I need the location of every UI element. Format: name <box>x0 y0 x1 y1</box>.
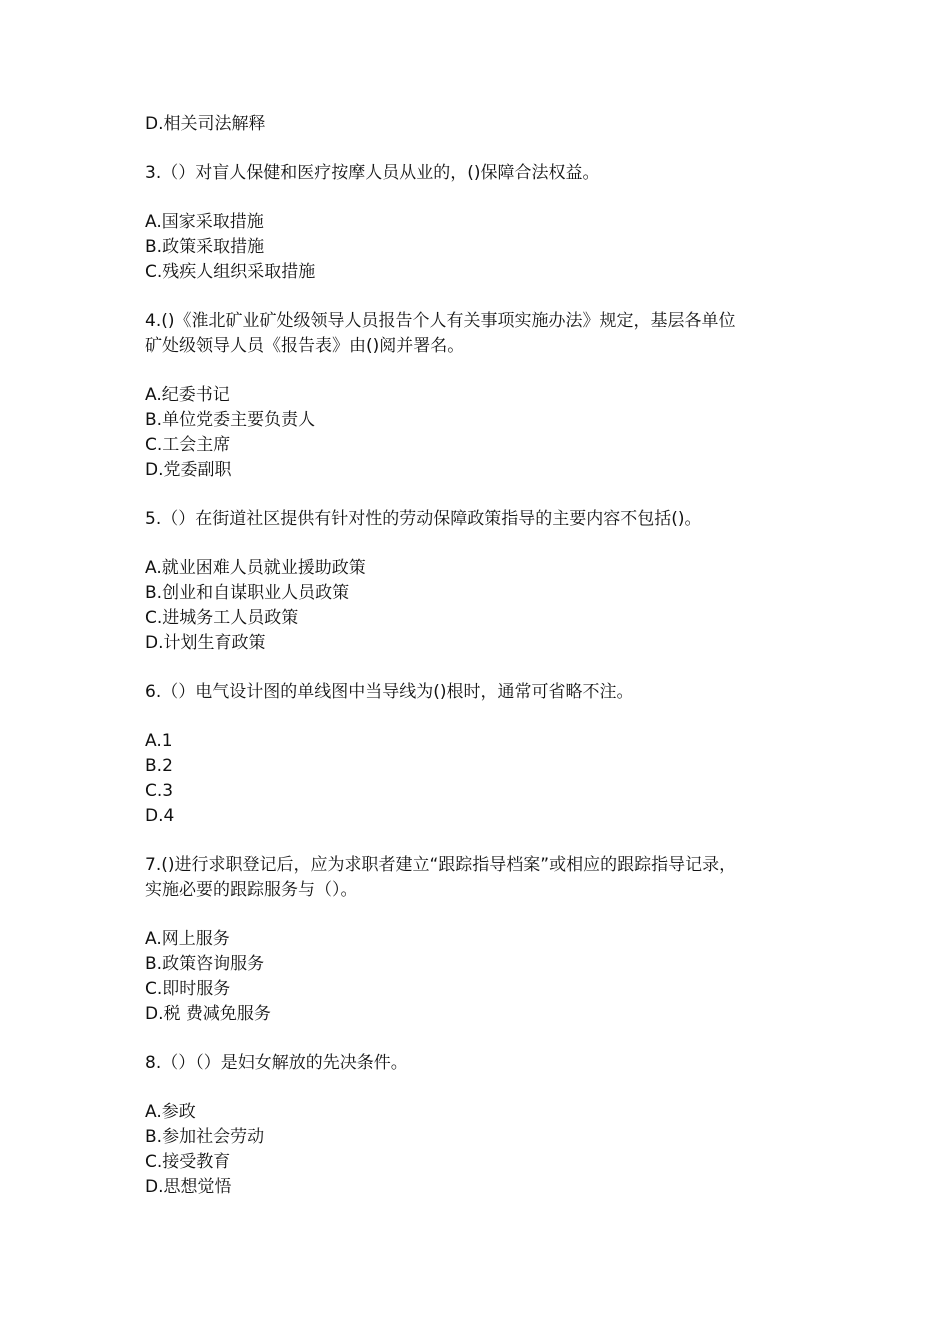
option: C.即时服务 <box>145 979 231 999</box>
option: B.2 <box>145 756 173 776</box>
option: B.参加社会劳动 <box>145 1127 265 1147</box>
question-text: 6.（）电气设计图的单线图中当导线为()根时，通常可省略不注。 <box>145 682 634 702</box>
question-text: 3.（）对盲人保健和医疗按摩人员从业的，()保障合法权益。 <box>145 163 600 183</box>
question-6 <box>145 680 825 829</box>
question-text-line-2: 实施必要的跟踪服务与（）。 <box>145 880 358 900</box>
option: D.计划生育政策 <box>145 633 266 653</box>
option: C.残疾人组织采取措施 <box>145 262 316 282</box>
lead-option: D.相关司法解释 <box>145 114 266 134</box>
option: C.接受教育 <box>145 1152 231 1172</box>
option: D.税 费减免服务 <box>145 1004 271 1024</box>
option: A.1 <box>145 731 173 751</box>
option: A.网上服务 <box>145 929 230 949</box>
option: B.创业和自谋职业人员政策 <box>145 583 350 603</box>
option: A.国家采取措施 <box>145 212 264 232</box>
question-text-line-1: 4.()《淮北矿业矿处级领导人员报告个人有关事项实施办法》规定，基层各单位 <box>145 311 736 331</box>
option: A.参政 <box>145 1102 196 1122</box>
question-4 <box>145 309 825 483</box>
option: C.工会主席 <box>145 435 231 455</box>
option: B.政策采取措施 <box>145 237 265 257</box>
question-8 <box>145 1051 825 1200</box>
option: D.4 <box>145 806 175 826</box>
question-7 <box>145 853 825 1027</box>
option: D.思想觉悟 <box>145 1177 232 1197</box>
option: D.党委副职 <box>145 460 232 480</box>
question-5 <box>145 507 825 656</box>
question-text-line-1: 7.()进行求职登记后，应为求职者建立“跟踪指导档案”或相应的跟踪指导记录， <box>145 855 737 875</box>
question-text: 5.（）在街道社区提供有针对性的劳动保障政策指导的主要内容不包括()。 <box>145 509 702 529</box>
option: B.政策咨询服务 <box>145 954 265 974</box>
option: C.3 <box>145 781 174 801</box>
question-text: 8.（）（）是妇女解放的先决条件。 <box>145 1053 408 1073</box>
question-text-line-2: 矿处级领导人员《报告表》由()阅并署名。 <box>145 336 465 356</box>
option: A.就业困难人员就业援助政策 <box>145 558 366 578</box>
option: B.单位党委主要负责人 <box>145 410 316 430</box>
question-3 <box>145 161 825 285</box>
option: C.进城务工人员政策 <box>145 608 299 628</box>
option: A.纪委书记 <box>145 385 230 405</box>
document-page <box>145 112 825 1200</box>
